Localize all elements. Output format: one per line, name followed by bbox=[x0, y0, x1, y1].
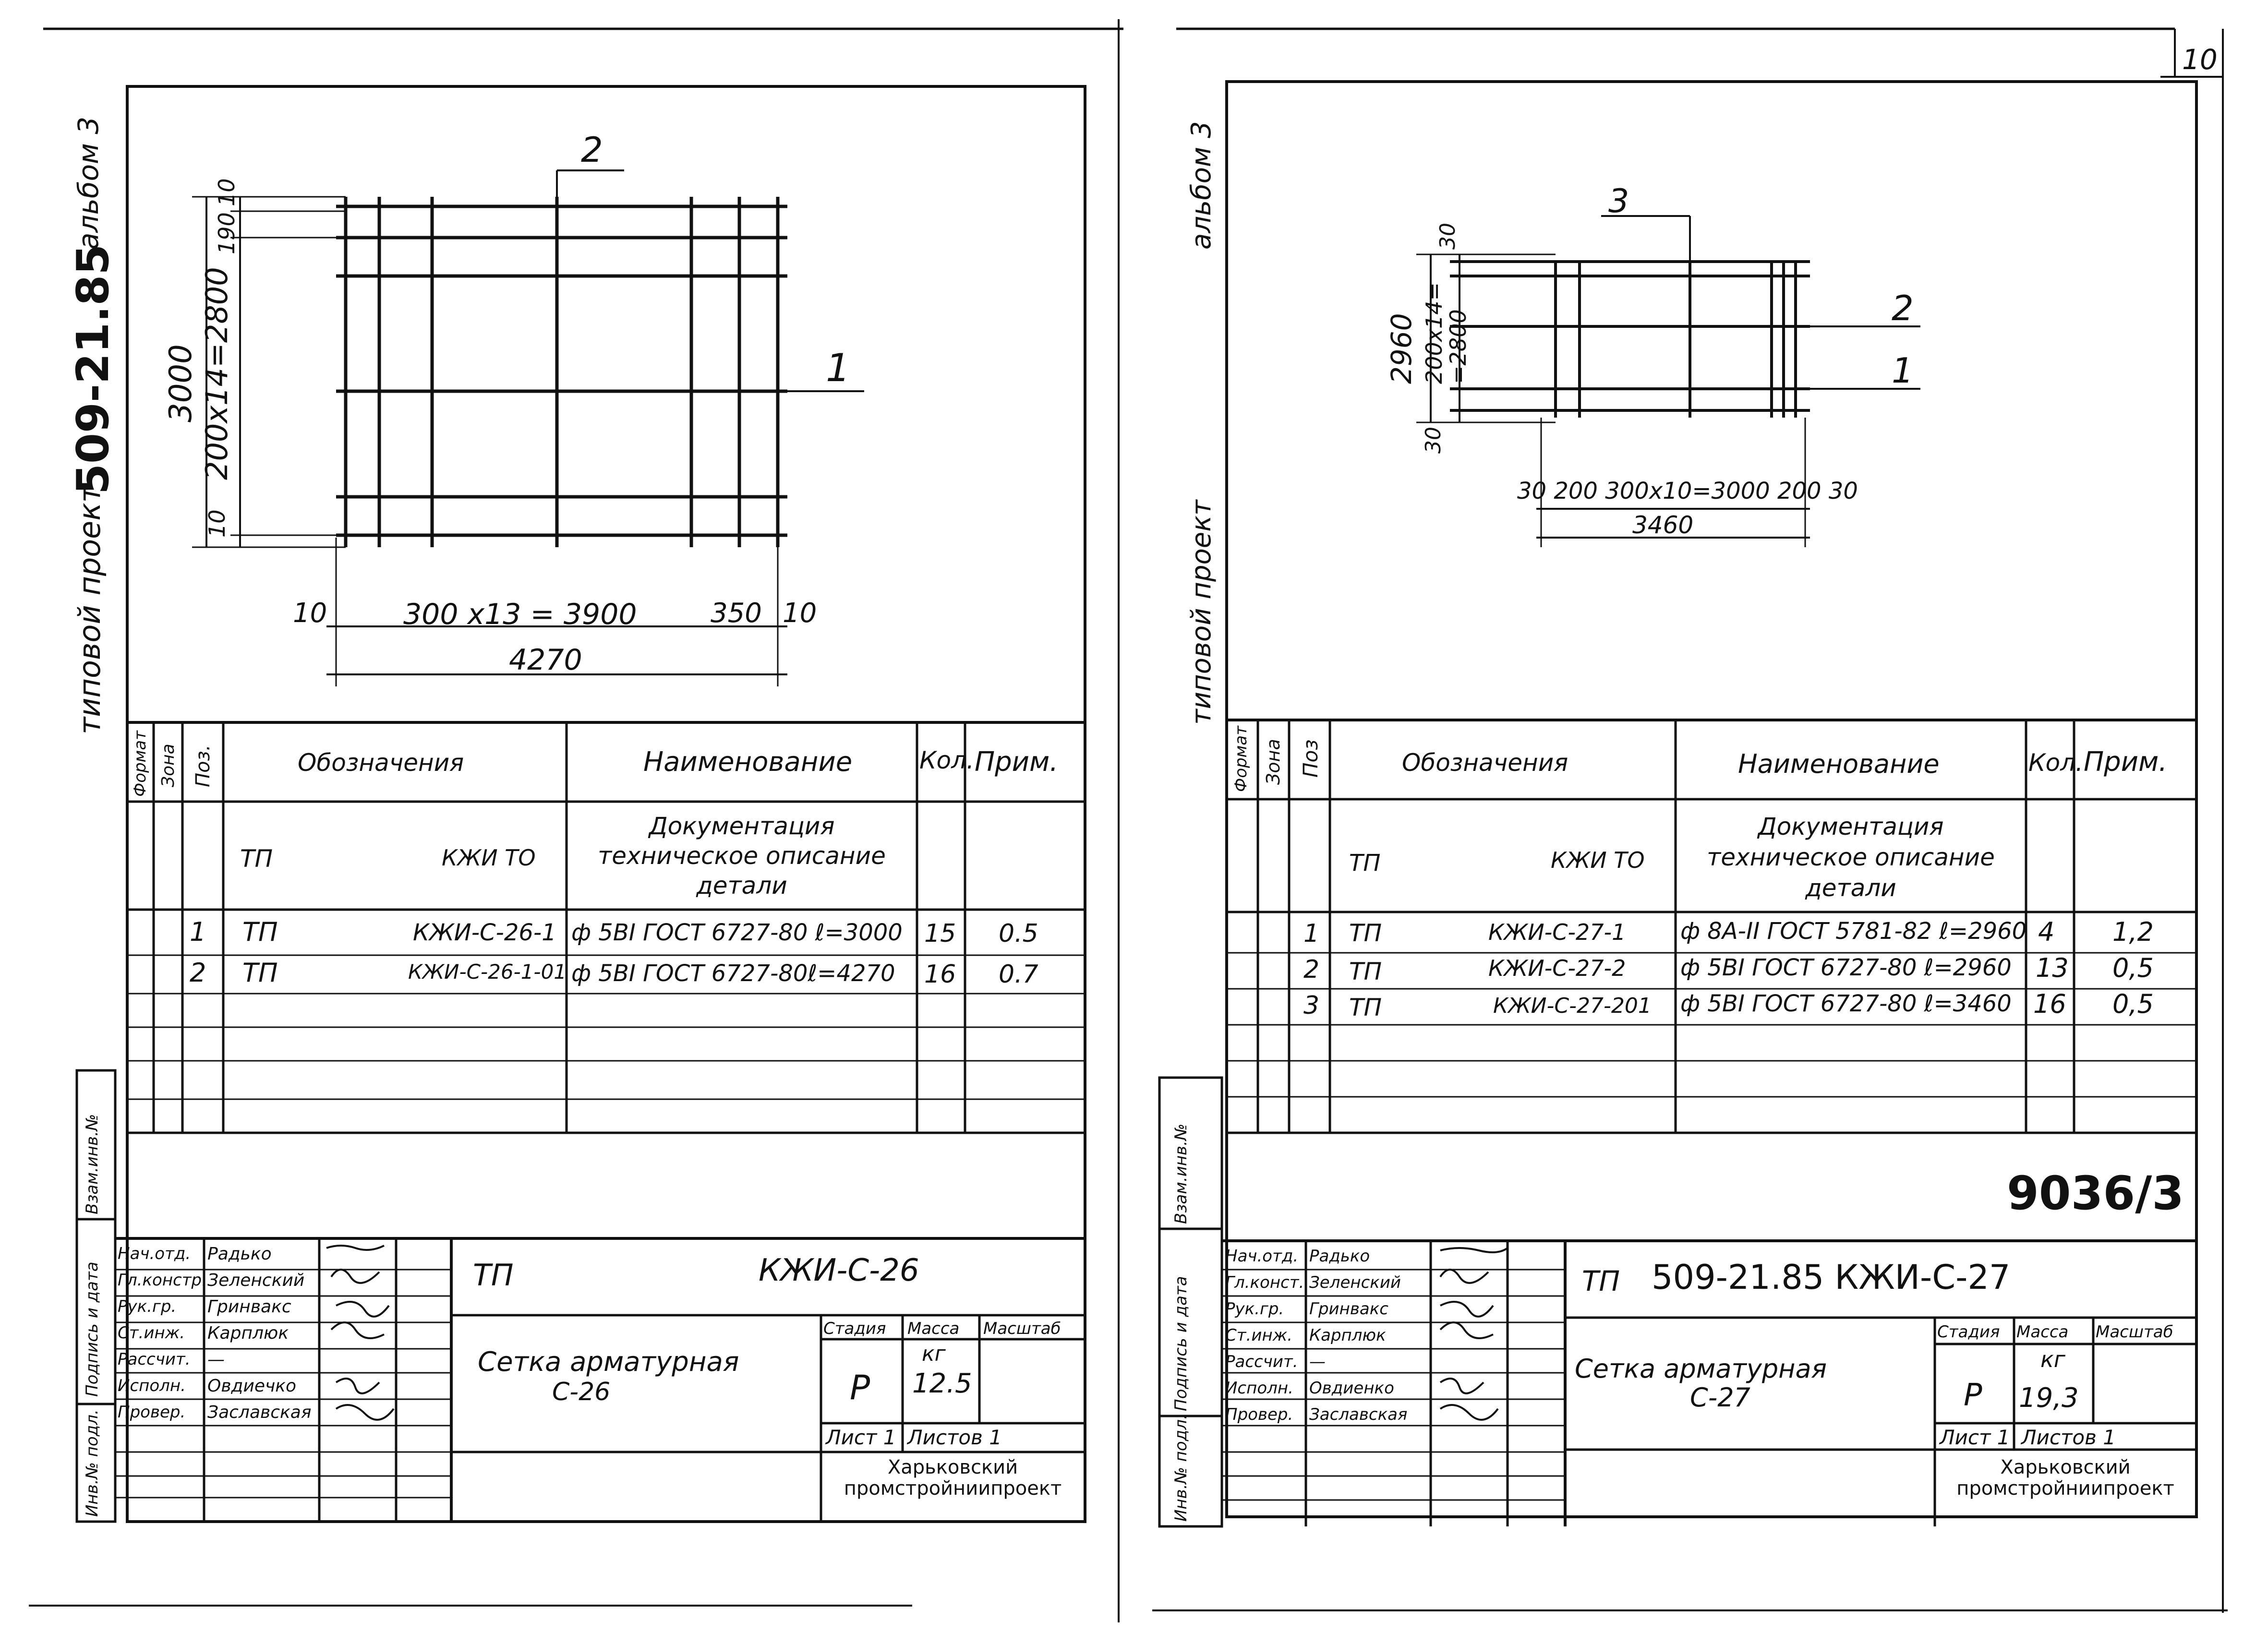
right-roles bbox=[1225, 1243, 1307, 1428]
left-dim-right-a: 350 bbox=[711, 598, 762, 629]
right-dim-inner-h2: =2800 bbox=[1445, 309, 1471, 384]
right-dim-total-h: 2960 bbox=[1385, 313, 1418, 384]
role: Рассчит. bbox=[118, 1350, 191, 1369]
person-name: Зеленский bbox=[207, 1271, 305, 1290]
role: Провер. bbox=[1225, 1405, 1293, 1424]
left-sheet: Лист 1 bbox=[826, 1426, 896, 1449]
left-mass-unit: кг bbox=[922, 1342, 946, 1366]
left-stamp-sign: Подпись и дата bbox=[83, 1261, 102, 1397]
left-dim-top-b: 190 bbox=[214, 212, 240, 254]
right-item-name: Сетка арматурная bbox=[1575, 1354, 1827, 1384]
right-row2-qty: 13 bbox=[2036, 953, 2069, 983]
left-dim-inner-h: 200х14=2800 bbox=[199, 267, 234, 480]
role: Провер. bbox=[118, 1403, 186, 1422]
right-stage-label: Стадия bbox=[1937, 1322, 2000, 1342]
right-doc-col-a: ТП bbox=[1349, 850, 1381, 876]
right-row1-qty: 4 bbox=[2038, 917, 2055, 947]
right-label-1: 1 bbox=[1892, 350, 1914, 391]
right-dim-bottom: 30 bbox=[1421, 427, 1446, 454]
right-row3-tp: ТП bbox=[1349, 994, 1382, 1021]
right-stamp-replace: Взам.инв.№ bbox=[1171, 1123, 1191, 1224]
person-name: Заславская bbox=[1309, 1405, 1408, 1424]
left-label-2: 2 bbox=[581, 130, 603, 170]
person-name: — bbox=[1309, 1352, 1326, 1371]
right-side-caption: типовой проект bbox=[1186, 500, 1217, 725]
left-stamp-inv: Инв.№ подл. bbox=[83, 1409, 102, 1517]
left-spec-h-qty: Кол. bbox=[919, 746, 974, 774]
person-name: Заславская bbox=[207, 1403, 312, 1422]
right-names bbox=[1309, 1243, 1432, 1428]
right-dim-inner-h: 200х14= bbox=[1421, 282, 1447, 384]
left-row1-name: ф 5ВI ГОСТ 6727-80 ℓ=3000 bbox=[571, 919, 903, 946]
role: Рассчит. bbox=[1225, 1352, 1298, 1371]
right-row3-pos: 3 bbox=[1303, 991, 1320, 1020]
person-name: Радько bbox=[1309, 1247, 1370, 1266]
role: Ст.инж. bbox=[1225, 1326, 1293, 1345]
left-row1-pos: 1 bbox=[190, 917, 206, 947]
right-row1-pos: 1 bbox=[1303, 919, 1320, 948]
left-row2-qty: 16 bbox=[924, 960, 956, 989]
left-spec-h-format: Формат bbox=[131, 731, 150, 797]
left-doc-name: Документация техническое описание детали bbox=[598, 812, 886, 900]
album-number: 9036/3 bbox=[2007, 1166, 2184, 1220]
right-mass-unit: кг bbox=[2040, 1346, 2065, 1372]
right-doc-name: Документация техническое описание детали bbox=[1707, 813, 1995, 902]
right-spec-h-name: Наименование bbox=[1738, 749, 1940, 779]
left-dim-total-h: 3000 bbox=[163, 344, 199, 422]
right-spec-h-note: Прим. bbox=[2084, 746, 2168, 778]
left-sheets: Листов 1 bbox=[907, 1426, 1002, 1449]
left-row2-tp: ТП bbox=[242, 958, 278, 988]
right-sheets: Листов 1 bbox=[2021, 1426, 2116, 1449]
right-row3-qty: 16 bbox=[2033, 989, 2066, 1019]
right-stage: Р bbox=[1964, 1378, 1982, 1413]
left-row2-pos: 2 bbox=[190, 958, 206, 988]
role: Гл.констр. bbox=[118, 1271, 207, 1290]
right-row2-pos: 2 bbox=[1303, 955, 1320, 984]
person-name: Гринвакс bbox=[207, 1297, 291, 1317]
right-code-prefix: ТП bbox=[1582, 1265, 1620, 1297]
left-stage: Р bbox=[850, 1368, 870, 1407]
left-dim-total-w: 4270 bbox=[509, 643, 582, 677]
right-stamp-inv: Инв.№ подл. bbox=[1171, 1414, 1191, 1522]
left-row2-name: ф 5ВI ГОСТ 6727-80ℓ=4270 bbox=[571, 960, 895, 987]
right-spec-h-pos: Поз bbox=[1299, 739, 1322, 778]
right-row2-code: КЖИ-С-27-2 bbox=[1488, 955, 1626, 981]
right-org: Харьковский промстройниипроект bbox=[1956, 1456, 2174, 1500]
role: Рук.гр. bbox=[1225, 1299, 1284, 1319]
page-number: 10 bbox=[2182, 43, 2218, 76]
right-row3-note: 0,5 bbox=[2112, 989, 2154, 1019]
right-spec-h-qty: Кол. bbox=[2028, 749, 2083, 777]
left-spec-h-name: Наименование bbox=[643, 746, 853, 778]
person-name: Карплюк bbox=[207, 1323, 289, 1343]
person-name: Овдиечко bbox=[207, 1376, 297, 1396]
right-item-code: С-27 bbox=[1690, 1382, 1750, 1413]
left-spec-h-note: Прим. bbox=[975, 746, 1059, 778]
right-row1-name: ф 8А-II ГОСТ 5781-82 ℓ=2960 bbox=[1680, 918, 2027, 945]
left-dim-left: 10 bbox=[293, 598, 327, 629]
right-sheet: Лист 1 bbox=[1940, 1426, 2010, 1449]
left-dim-bottom: 10 bbox=[204, 509, 230, 538]
left-spec-h-pos: Поз. bbox=[192, 744, 214, 787]
right-row2-tp: ТП bbox=[1349, 958, 1382, 985]
person-name: Зеленский bbox=[1309, 1273, 1401, 1292]
left-side-album: альбом 3 bbox=[72, 116, 105, 250]
right-doc-col-b: КЖИ ТО bbox=[1551, 847, 1645, 873]
signature-1 bbox=[326, 1246, 384, 1250]
role: Гл.конст. bbox=[1225, 1273, 1304, 1292]
person-name: Карплюк bbox=[1309, 1326, 1386, 1345]
right-scale-label: Масштаб bbox=[2096, 1322, 2173, 1342]
right-label-3: 3 bbox=[1608, 182, 1629, 220]
left-stage-label: Стадия bbox=[823, 1319, 886, 1338]
right-row1-code: КЖИ-С-27-1 bbox=[1488, 919, 1626, 945]
left-dim-inner-w: 300 х13 = 3900 bbox=[403, 598, 637, 631]
right-code: 509-21.85 КЖИ-С-27 bbox=[1652, 1258, 2011, 1297]
left-side-caption: типовой проект bbox=[72, 485, 107, 734]
left-stamp-replace: Взам.инв.№ bbox=[83, 1114, 102, 1214]
right-dim-total-w: 3460 bbox=[1632, 511, 1694, 539]
right-spec-h-zone: Зона bbox=[1263, 739, 1284, 785]
left-row1-qty: 15 bbox=[924, 919, 956, 948]
right-row1-tp: ТП bbox=[1349, 919, 1382, 947]
right-spec-h-designation: Обозначения bbox=[1402, 749, 1568, 777]
role: Ст.инж. bbox=[118, 1323, 185, 1343]
person-name: Овдиенко bbox=[1309, 1379, 1394, 1398]
left-dim-right-b: 10 bbox=[783, 598, 817, 629]
right-row2-note: 0,5 bbox=[2112, 953, 2154, 983]
left-org: Харьковский промстройниипроект bbox=[844, 1456, 1062, 1500]
right-mass-label: Масса bbox=[2016, 1322, 2069, 1342]
left-side-project: 509-21.85 bbox=[67, 244, 119, 494]
right-mass: 19,3 bbox=[2019, 1382, 2079, 1414]
right-label-2: 2 bbox=[1892, 288, 1914, 328]
left-code: КЖИ-С-26 bbox=[759, 1253, 919, 1288]
left-row1-note: 0.5 bbox=[999, 919, 1038, 948]
left-spec-h-zone: Зона bbox=[158, 744, 178, 787]
right-spec-h-format: Формат bbox=[1231, 726, 1251, 792]
left-spec-h-designation: Обозначения bbox=[298, 749, 464, 777]
role: Исполн. bbox=[118, 1376, 186, 1395]
right-dim-row: 30 200 300х10=3000 200 30 bbox=[1517, 478, 1858, 504]
left-names bbox=[207, 1241, 320, 1426]
role: Рук.гр. bbox=[118, 1297, 177, 1316]
left-row2-note: 0.7 bbox=[999, 960, 1038, 989]
right-row3-code: КЖИ-С-27-201 bbox=[1493, 994, 1652, 1018]
left-doc-col-a: ТП bbox=[240, 845, 273, 873]
role: Исполн. bbox=[1225, 1379, 1293, 1398]
left-item-code: С-26 bbox=[552, 1378, 611, 1406]
role: Нач.отд. bbox=[118, 1244, 191, 1263]
right-dim-top: 30 bbox=[1436, 223, 1460, 250]
signature-2 bbox=[331, 1270, 379, 1283]
left-scale-label: Масштаб bbox=[983, 1319, 1061, 1338]
left-row1-tp: ТП bbox=[242, 917, 278, 947]
left-row2-code: КЖИ-С-26-1-01 bbox=[408, 960, 567, 984]
right-stamp-sign: Подпись и дата bbox=[1171, 1276, 1191, 1411]
right-row3-name: ф 5ВI ГОСТ 6727-80 ℓ=3460 bbox=[1680, 990, 2012, 1017]
person-name: Гринвакс bbox=[1309, 1299, 1388, 1319]
right-row2-name: ф 5ВI ГОСТ 6727-80 ℓ=2960 bbox=[1680, 954, 2012, 981]
left-dim-top-a: 10 bbox=[214, 178, 240, 206]
right-row1-note: 1,2 bbox=[2112, 917, 2154, 947]
left-mass-label: Масса bbox=[907, 1319, 960, 1338]
right-side-album: альбом 3 bbox=[1186, 121, 1217, 250]
left-mass: 12.5 bbox=[912, 1368, 972, 1399]
left-roles bbox=[118, 1241, 207, 1426]
left-item-name: Сетка арматурная bbox=[478, 1346, 739, 1378]
left-code-prefix: ТП bbox=[473, 1258, 514, 1293]
left-doc-col-b: КЖИ ТО bbox=[442, 845, 536, 871]
person-name: — bbox=[207, 1350, 225, 1369]
left-label-1: 1 bbox=[826, 346, 850, 390]
left-row1-code: КЖИ-С-26-1 bbox=[413, 919, 556, 946]
person-name: Радько bbox=[207, 1244, 272, 1264]
role: Нач.отд. bbox=[1225, 1247, 1299, 1266]
